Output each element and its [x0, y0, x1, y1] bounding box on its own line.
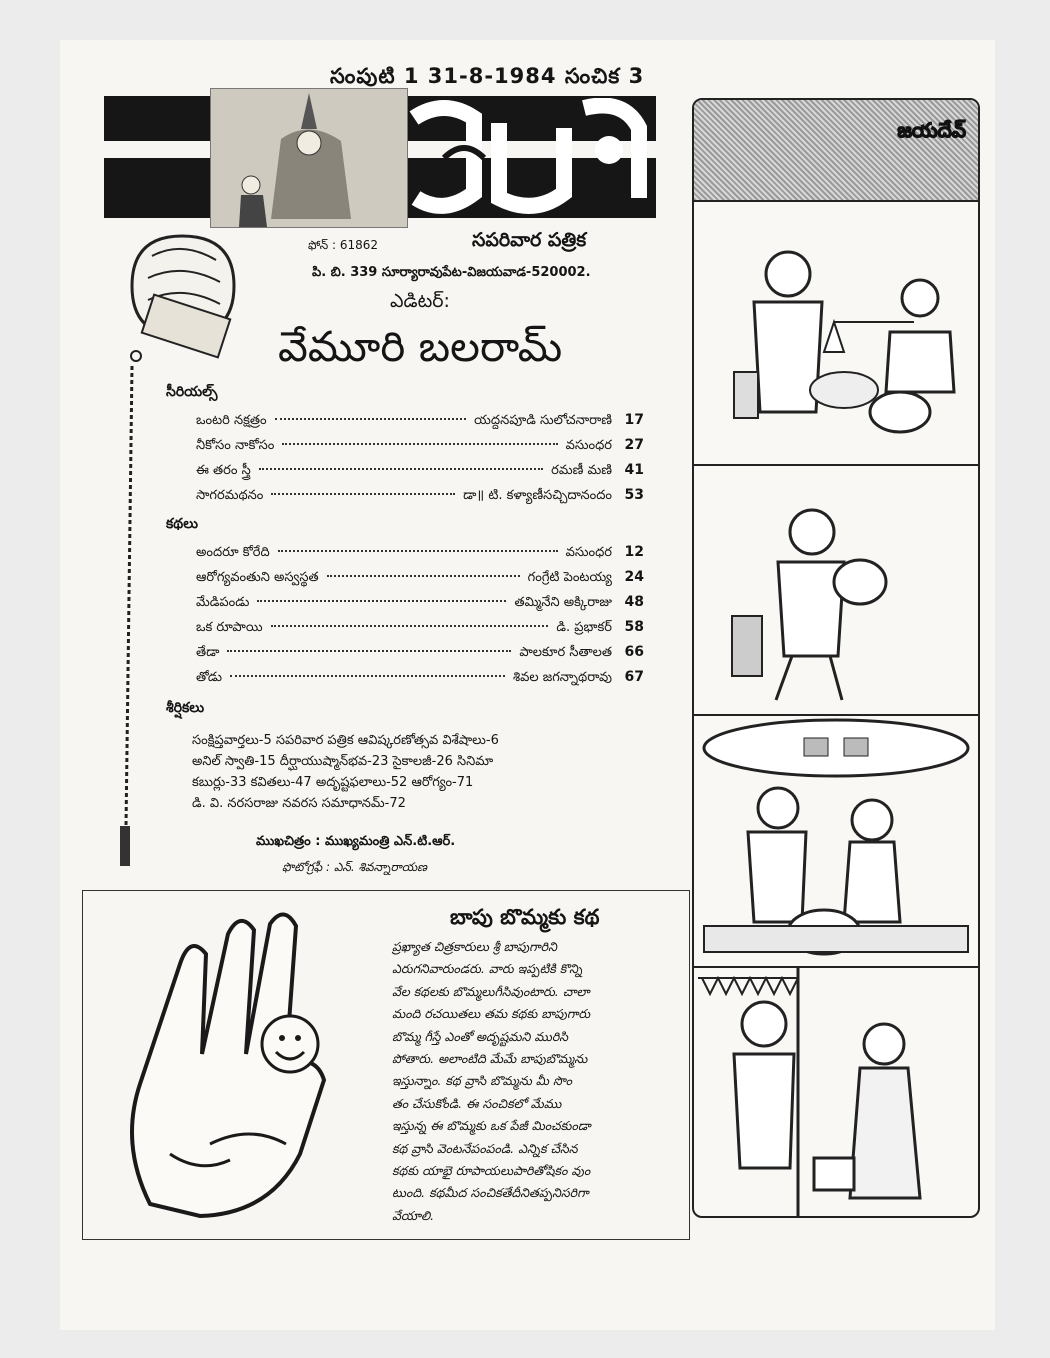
cover-photo: [210, 88, 408, 228]
cartoon-panel-3: [694, 716, 978, 966]
toc-row: [196, 644, 644, 666]
cover-credit: ముఖచిత్రం : ముఖ్యమంత్రి ఎన్.టి.ఆర్.: [256, 834, 456, 849]
columns-list: [192, 730, 646, 814]
phone-number: ఫోన్ : 61862: [308, 238, 379, 252]
page-number: 58: [624, 619, 644, 635]
columns-line: సంక్షిప్తవార్తలు-5 సపరివార పత్రిక ఆవిష్కరణోత్సవ విశేషాలు-6: [192, 733, 499, 748]
cartoon-strip-header: [694, 100, 978, 200]
bapu-text-line: ఎరుగనివారుండరు. వారు ఇప్పటికి కొన్ని: [392, 961, 583, 977]
bapu-text-line: కథ వ్రాసి వెంటనేపంపండి. ఎన్నిక చేసిన: [392, 1140, 578, 1156]
story-author: యద్దనపూడి సులోచనారాణి: [474, 413, 612, 428]
bapu-text-line: వేయాలి.: [392, 1207, 435, 1223]
page-number: 12: [624, 544, 644, 560]
columns-line: అనిల్ స్వాతి-15 దీర్ఘాయుష్మాన్‌భవ-23 సైకాలజీ-26 సినిమా: [192, 754, 494, 769]
cartoonist-name: జయదేవ్: [897, 118, 966, 142]
page-number: 41: [624, 462, 644, 478]
bapu-text-line: మంది రచయితలు తమ కథకు బాపుగారు: [392, 1006, 591, 1022]
columns-heading: శీర్షికలు: [166, 700, 205, 716]
bapu-text-line: పోతారు. అలాంటిది మేమే బాపుబొమ్మను: [392, 1051, 588, 1067]
story-author: గంగ్రేటి పెంటయ్య: [527, 570, 612, 585]
cartoon-panel-1: [694, 202, 978, 464]
bapu-text-line: టుంది. కథమీద సంచికతేదీనితప్పనిసరిగా: [392, 1185, 589, 1201]
cartoon-panel-2: [694, 466, 978, 714]
story-title: ఒక రూపాయి: [196, 620, 263, 635]
bapu-box-text: [392, 936, 684, 1227]
story-title: ఈ తరం స్త్రీ: [196, 463, 251, 478]
cartoon-panel-4: [694, 968, 978, 1216]
bapu-text-line: వేల కథలకు బొమ్మలుగీసివుంటారు. చాలా: [392, 983, 590, 999]
toc-row: [196, 619, 644, 641]
bapu-text-line: తం చేసుకోండి. ఈ సంచికలో మేము: [392, 1095, 562, 1111]
photo-credit: ఫొటోగ్రఫీ : ఎన్. శివన్నారాయణ: [282, 860, 428, 874]
story-title: సాగరమథనం: [196, 488, 264, 503]
story-author: రమణీ మణి: [551, 463, 612, 478]
toc-row: [196, 544, 644, 566]
page-number: 66: [624, 644, 644, 660]
toc-row: [196, 412, 644, 434]
toc-row: [196, 569, 644, 591]
cartoon-strip: [692, 98, 980, 1218]
toc-row: [196, 437, 644, 459]
bapu-box-title: బాపు బొమ్మకు కథ: [450, 905, 600, 929]
story-title: ఆరోగ్యవంతుని అస్వస్థత: [196, 570, 319, 585]
bapu-text-line: ఇస్తున్నాం. కథ వ్రాసి బొమ్మను మీ సొం: [392, 1073, 572, 1089]
masthead: [104, 96, 656, 218]
story-author: శివల జగన్నాథరావు: [512, 670, 612, 685]
story-title: మేడిపండు: [196, 595, 250, 610]
bapu-text-line: కథకు యాభై రూపాయలుపారితోషికం వుం: [392, 1163, 591, 1179]
story-title: తేడా: [196, 645, 220, 660]
toc-row: [196, 462, 644, 484]
story-author: డా॥ టి. కళ్యాణీసచ్చిదానందం: [463, 488, 612, 503]
page-number: 67: [624, 669, 644, 685]
page-number: 17: [624, 412, 644, 428]
page-number: 27: [624, 437, 644, 453]
page-number: 53: [624, 487, 644, 503]
magazine-tagline: సపరివార పత్రిక: [472, 229, 587, 251]
toc-row: [196, 487, 644, 509]
editor-label: ఎడిటర్:: [390, 290, 450, 312]
page-number: 24: [624, 569, 644, 585]
story-title: నీకోసం నాకోసం: [196, 438, 275, 453]
story-title: ఒంటరి నక్షత్రం: [196, 413, 267, 428]
story-author: వసుంధర: [565, 438, 612, 453]
page-number: 48: [624, 594, 644, 610]
story-author: పాలకూర సీతాలత: [519, 645, 612, 660]
story-author: వసుంధర: [565, 545, 612, 560]
story-title: అందరూ కోరేది: [196, 545, 270, 560]
serials-heading: సీరియల్స్: [166, 384, 218, 400]
bapu-text-line: ఇస్తున్న ఈ బొమ్మకు ఒక పేజీ మించకుండా: [392, 1118, 591, 1134]
bapu-hand-drawing: [110, 904, 370, 1224]
columns-line: డి. వి. నరసరాజు నవరస సమాధానమ్-72: [192, 796, 406, 811]
story-title: తోడు: [196, 670, 222, 685]
story-author: డి. ప్రభాకర్: [556, 620, 612, 635]
issue-line: సంపుటి 1 31-8-1984 సంచిక 3: [330, 64, 645, 88]
bapu-text-line: ప్రఖ్యాత చిత్రకారులు శ్రీ బాపుగారిని: [392, 939, 557, 954]
editor-name: వేమూరి బలరామ్: [278, 322, 563, 371]
columns-line: కబుర్లు-33 కవితలు-47 అదృష్టఫలాలు-52 ఆరోగ్యం-71: [192, 775, 474, 790]
publisher-address: పి. బి. 339 సూర్యారావుపేట-విజయవాడ-520002.: [312, 265, 591, 280]
toc-row: [196, 669, 644, 691]
toc-row: [196, 594, 644, 616]
bapu-text-line: బొమ్మ గీస్తే ఎంతో అదృష్టమని మురిసి: [392, 1028, 569, 1044]
story-author: తమ్మినేని అక్కిరాజు: [514, 595, 612, 610]
stories-heading: కథలు: [166, 516, 198, 532]
swathi-logo: [404, 98, 654, 216]
